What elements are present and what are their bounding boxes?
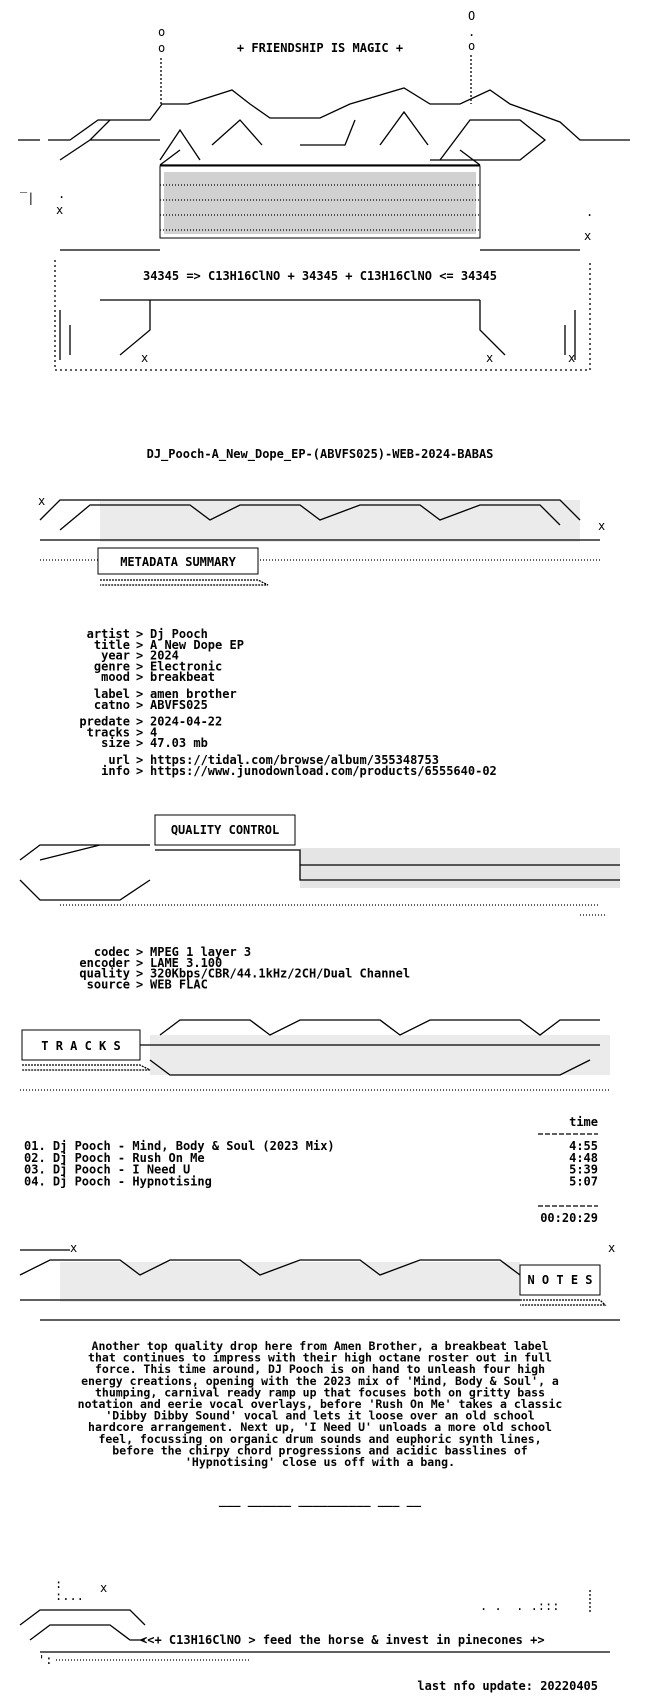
- quality-separator: >: [136, 945, 144, 959]
- metadata-key: catno: [93, 697, 130, 712]
- metadata-value: ABVFS025: [150, 697, 208, 712]
- metadata-value: Dj Pooch: [150, 627, 208, 641]
- metadata-value: 47.03 mb: [150, 736, 208, 751]
- quality-banner-art: [20, 815, 620, 915]
- svg-text:.: .: [468, 25, 476, 39]
- track-list: [24, 1139, 598, 1188]
- svg-text:x: x: [584, 229, 592, 243]
- notes-line: Another top quality drop here from Amen Brother, a breakbeat label: [91, 1339, 549, 1353]
- metadata-separator: >: [136, 670, 144, 685]
- track-time: 4:55: [569, 1139, 598, 1153]
- quality-value: 320Kbps/CBR/44.1kHz/2CH/Dual Channel: [150, 966, 411, 981]
- metadata-separator: >: [136, 736, 144, 751]
- release-name: DJ_Pooch-A_New_Dope_EP-(ABVFS025)-WEB-2024-BABAS: [146, 447, 494, 461]
- quality-separator: >: [136, 977, 144, 992]
- track-title: 03. Dj Pooch - I Need U: [24, 1162, 191, 1177]
- svg-text:o: o: [158, 41, 166, 55]
- svg-text:‾|: ‾|: [20, 191, 35, 205]
- notes-line: energy creations, opening with the 2023 mix of 'Mind, Body & Soul', a: [81, 1373, 559, 1388]
- tracks-banner-art: [20, 1020, 610, 1090]
- last-update: last nfo update: 20220405: [417, 1679, 598, 1693]
- quality-key: encoder: [79, 955, 130, 970]
- notes-line: 'Dibby Dibby Sound' vocal and lets it loose over an old school: [105, 1408, 535, 1423]
- metadata-value: 4: [150, 725, 158, 740]
- svg-text:x: x: [70, 1241, 78, 1255]
- svg-text::: :: [55, 1577, 63, 1591]
- track-time: 4:48: [569, 1150, 598, 1165]
- svg-text:.: .: [586, 205, 594, 219]
- metadata-heading: METADATA SUMMARY: [120, 555, 236, 569]
- metadata-value: https://www.junodownload.com/products/6555640-02: [150, 763, 497, 778]
- metadata-key: year: [101, 648, 130, 663]
- metadata-separator: >: [136, 697, 144, 712]
- quality-key: quality: [79, 966, 130, 981]
- notes-divider: ___ ______ __________ ___ __: [218, 1493, 422, 1507]
- notes-line: notation and eerie vocal overlays, before 'Rush On Me' takes a classic: [77, 1397, 563, 1411]
- metadata-separator: >: [136, 714, 144, 729]
- svg-text:.: .: [58, 187, 66, 201]
- header-formula: 34345 => C13H16ClNO + 34345 + C13H16ClNO <= 34345: [142, 269, 498, 283]
- quality-value: LAME 3.100: [150, 955, 223, 970]
- notes-line: 'Hypnotising' close us off with a bang.: [184, 1455, 456, 1469]
- metadata-separator: >: [136, 763, 144, 778]
- quality-heading: QUALITY CONTROL: [170, 823, 280, 837]
- metadata-key: url: [108, 753, 130, 767]
- metadata-separator: >: [136, 627, 144, 641]
- notes-heading: N O T E S: [527, 1273, 593, 1287]
- notes-line: hardcore arrangement. Next up, 'I Need U' unloads a more old school: [88, 1420, 552, 1435]
- metadata-value: 2024-04-22: [150, 714, 223, 729]
- footer-slogan: <<+ C13H16ClNO > feed the horse & invest in pinecones +>: [140, 1633, 545, 1647]
- metadata-separator: >: [136, 648, 144, 663]
- metadata-banner-art: [38, 494, 605, 585]
- metadata-key: predate: [79, 714, 130, 729]
- metadata-key: size: [101, 736, 130, 751]
- svg-text:o: o: [468, 39, 476, 53]
- header-tagline: + FRIENDSHIP IS MAGIC +: [236, 41, 404, 55]
- svg-text:x: x: [568, 351, 576, 365]
- track-time: 5:07: [569, 1174, 598, 1189]
- svg-text:x: x: [56, 203, 64, 217]
- svg-text:x: x: [598, 519, 606, 533]
- quality-key: codec: [93, 945, 130, 959]
- notes-line: force. This time around, DJ Pooch is on hand to unleash four high: [94, 1362, 546, 1377]
- metadata-separator: >: [136, 637, 144, 652]
- metadata-key: mood: [101, 670, 130, 685]
- track-title: 02. Dj Pooch - Rush On Me: [24, 1150, 205, 1165]
- notes-text: [78, 1339, 563, 1469]
- track-title: 04. Dj Pooch - Hypnotising: [24, 1174, 212, 1189]
- svg-text:. . . .:::: . . . .:::: [480, 1599, 560, 1613]
- metadata-value: amen brother: [150, 687, 237, 701]
- svg-text:x: x: [38, 494, 46, 508]
- metadata-separator: >: [136, 687, 144, 701]
- metadata-key: info: [101, 763, 130, 778]
- metadata-value: https://tidal.com/browse/album/355348753: [150, 753, 439, 767]
- metadata-value: Electronic: [150, 659, 223, 674]
- svg-text:O: O: [468, 9, 476, 23]
- quality-value: WEB FLAC: [150, 977, 208, 992]
- svg-text:x: x: [608, 1241, 616, 1255]
- metadata-separator: >: [136, 725, 144, 740]
- metadata-separator: >: [136, 753, 144, 767]
- metadata-value: A New Dope EP: [150, 637, 244, 652]
- quality-key: source: [86, 977, 130, 992]
- tracks-heading: T R A C K S: [41, 1039, 121, 1053]
- svg-text:x: x: [486, 351, 494, 365]
- notes-line: feel, focussing on organic drum sounds and euphoric synth lines,: [98, 1431, 542, 1446]
- notes-line: thumping, carnival ready ramp up that focuses both on gritty bass: [94, 1385, 546, 1400]
- metadata-key: artist: [86, 627, 130, 641]
- metadata-value: 2024: [150, 648, 179, 663]
- quality-table: [79, 945, 410, 991]
- metadata-key: tracks: [86, 725, 130, 740]
- svg-text::...: :...: [55, 1589, 84, 1603]
- svg-text:x: x: [100, 1581, 108, 1595]
- footer-logo-art: [20, 1577, 610, 1667]
- metadata-key: label: [93, 687, 130, 701]
- notes-line: before the chirpy chord progressions and acidic basslines of: [112, 1443, 528, 1458]
- metadata-table: [79, 627, 496, 778]
- total-time: 00:20:29: [540, 1211, 598, 1225]
- svg-text:o: o: [158, 25, 166, 39]
- svg-text:':: ':: [38, 1653, 53, 1667]
- notes-line: that continues to impress with their high octane roster out in full: [88, 1350, 552, 1365]
- svg-text:x: x: [141, 351, 149, 365]
- metadata-separator: >: [136, 659, 144, 674]
- header-logo-art: [18, 9, 630, 370]
- track-time: 5:39: [569, 1162, 598, 1177]
- track-title: 01. Dj Pooch - Mind, Body & Soul (2023 Mix): [24, 1139, 335, 1153]
- quality-separator: >: [136, 966, 144, 981]
- quality-value: MPEG 1 layer 3: [150, 945, 252, 959]
- metadata-key: title: [93, 637, 130, 652]
- quality-separator: >: [136, 955, 144, 970]
- metadata-key: genre: [93, 659, 130, 674]
- metadata-value: breakbeat: [150, 670, 216, 685]
- time-header: time: [569, 1115, 598, 1129]
